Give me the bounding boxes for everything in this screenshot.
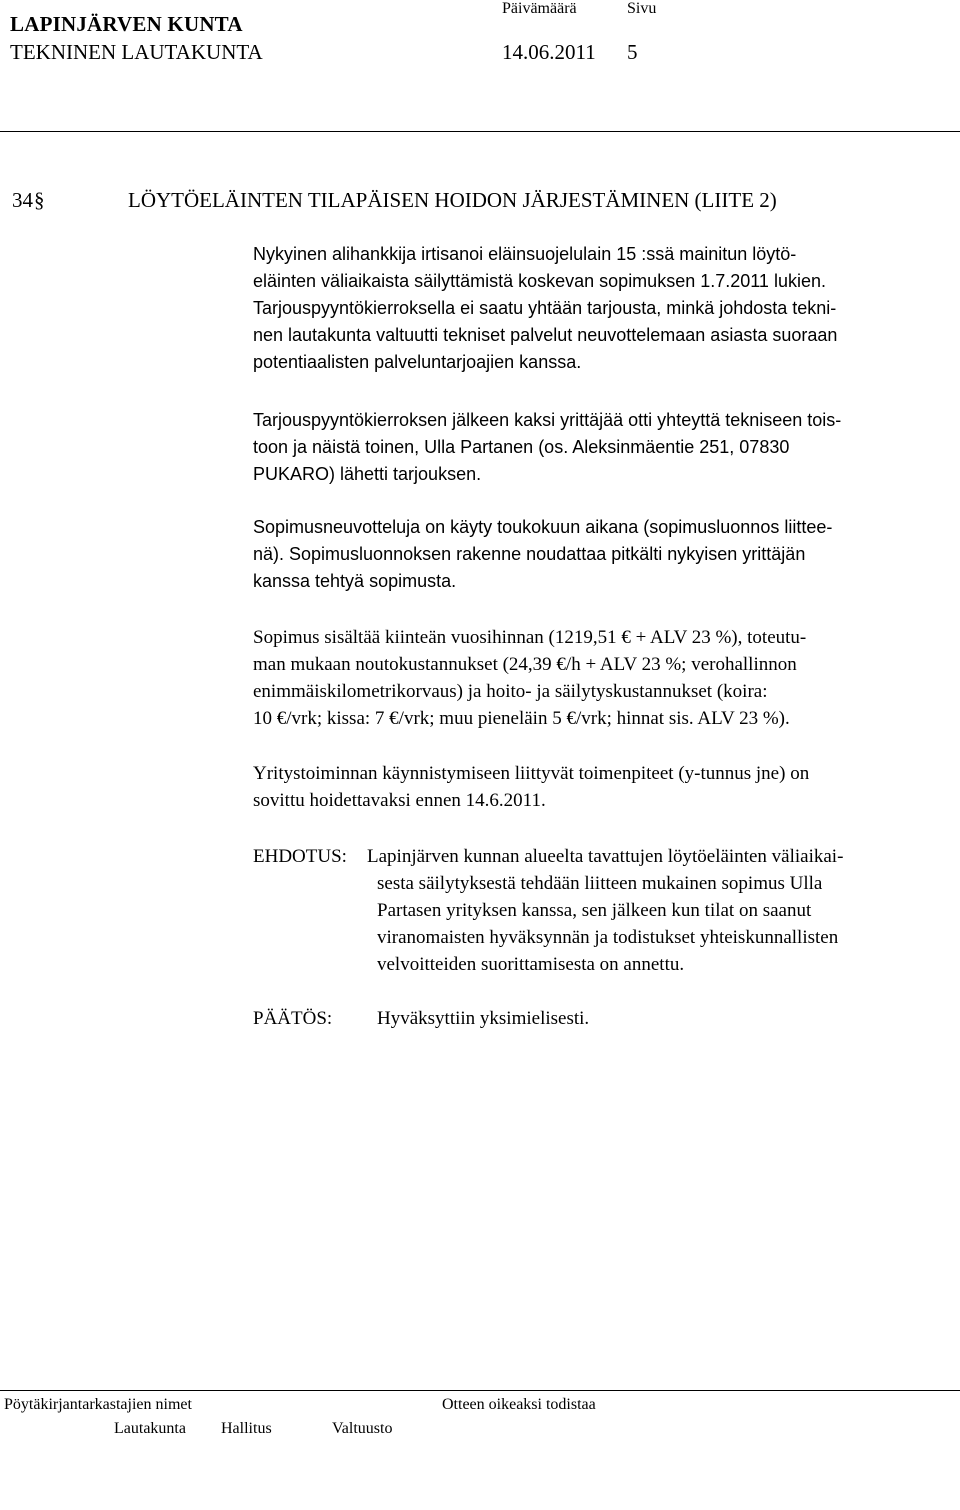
date-label: Päivämäärä: [502, 0, 577, 17]
section-title: LÖYTÖELÄINTEN TILAPÄISEN HOIDON JÄRJESTÄMINEN (LIITE 2): [128, 188, 777, 212]
paragraph-line: toon ja näistä toinen, Ulla Partanen (os. Aleksinmäentie 251, 07830: [253, 437, 790, 457]
section-symbol: §: [34, 188, 45, 212]
paragraph-line: man mukaan noutokustannukset (24,39 €/h + ALV 23 %; verohallinnon: [253, 654, 797, 675]
paragraph-line: nä). Sopimusluonnoksen rakenne noudattaa pitkälti nykyisen yrittäjän: [253, 544, 806, 564]
page-label: Sivu: [627, 0, 657, 17]
proposal-line: velvoitteiden suorittamisesta on annettu.: [377, 954, 685, 975]
certified-label: Otteen oikeaksi todistaa: [442, 1396, 596, 1413]
footer-body-hallitus: Hallitus: [221, 1420, 272, 1437]
paragraph-line: 10 €/vrk; kissa: 7 €/vrk; muu pieneläin 5 €/vrk; hinnat sis. ALV 23 %).: [253, 708, 790, 729]
paragraph-line: Sopimus sisältää kiinteän vuosihinnan (1219,51 € + ALV 23 %), toteutu-: [253, 627, 807, 648]
paragraph-1: [253, 241, 933, 376]
paragraph-line: nen lautakunta valtuutti tekniset palvelut neuvottelemaan asiasta suoraan: [253, 325, 838, 345]
header-divider: [0, 131, 960, 132]
footer-body-lautakunta: Lautakunta: [114, 1420, 186, 1437]
paragraph-line: Tarjouspyyntökierroksella ei saatu yhtään tarjousta, minkä johdosta tekni-: [253, 298, 837, 318]
proposal-text: [367, 843, 937, 978]
paragraph-line: Sopimusneuvotteluja on käyty toukokuun aikana (sopimusluonnos liittee-: [253, 517, 833, 537]
proposal-line: viranomaisten hyväksynnän ja todistukset yhteiskunnallisten: [377, 927, 839, 948]
paragraph-3: [253, 514, 933, 595]
decision-label: PÄÄTÖS:: [253, 1008, 333, 1029]
inspectors-label: Pöytäkirjantarkastajien nimet: [4, 1396, 192, 1413]
paragraph-line: sovittu hoidettavaksi ennen 14.6.2011.: [253, 790, 546, 811]
paragraph-2: [253, 407, 933, 488]
paragraph-line: PUKARO) lähetti tarjouksen.: [253, 464, 482, 484]
paragraph-line: potentiaalisten palveluntarjoajien kanssa.: [253, 352, 582, 372]
paragraph-line: Nykyinen alihankkija irtisanoi eläinsuojelulain 15 :ssä mainitun löytö-: [253, 244, 797, 264]
proposal-label: EHDOTUS:: [253, 846, 347, 867]
organization-name: LAPINJÄRVEN KUNTA: [10, 12, 243, 36]
paragraph-5: [253, 760, 933, 814]
decision-text: Hyväksyttiin yksimielisesti.: [377, 1008, 590, 1029]
paragraph-line: kanssa tehtyä sopimusta.: [253, 571, 457, 591]
page-number: 5: [627, 40, 638, 64]
paragraph-line: eläinten väliaikaista säilyttämistä koskevan sopimuksen 1.7.2011 lukien.: [253, 271, 826, 291]
proposal-line: Partasen yrityksen kanssa, sen jälkeen kun tilat on saanut: [377, 900, 812, 921]
paragraph-line: Yritystoiminnan käynnistymiseen liittyvät toimenpiteet (y-tunnus jne) on: [253, 763, 810, 784]
paragraph-line: enimmäiskilometrikorvaus) ja hoito- ja säilytyskustannukset (koira:: [253, 681, 768, 702]
proposal-line: sesta säilytyksestä tehdään liitteen mukainen sopimus Ulla: [377, 873, 823, 894]
section-number: 34: [12, 188, 33, 212]
paragraph-line: Tarjouspyyntökierroksen jälkeen kaksi yrittäjää otti yhteyttä tekniseen tois-: [253, 410, 842, 430]
footer-divider: [0, 1390, 960, 1391]
department-name: TEKNINEN LAUTAKUNTA: [10, 40, 263, 64]
footer-body-valtuusto: Valtuusto: [332, 1420, 393, 1437]
proposal-line: Lapinjärven kunnan alueelta tavattujen löytöeläinten väliaikai-: [367, 846, 844, 867]
date-value: 14.06.2011: [502, 40, 596, 64]
paragraph-4: [253, 624, 933, 732]
